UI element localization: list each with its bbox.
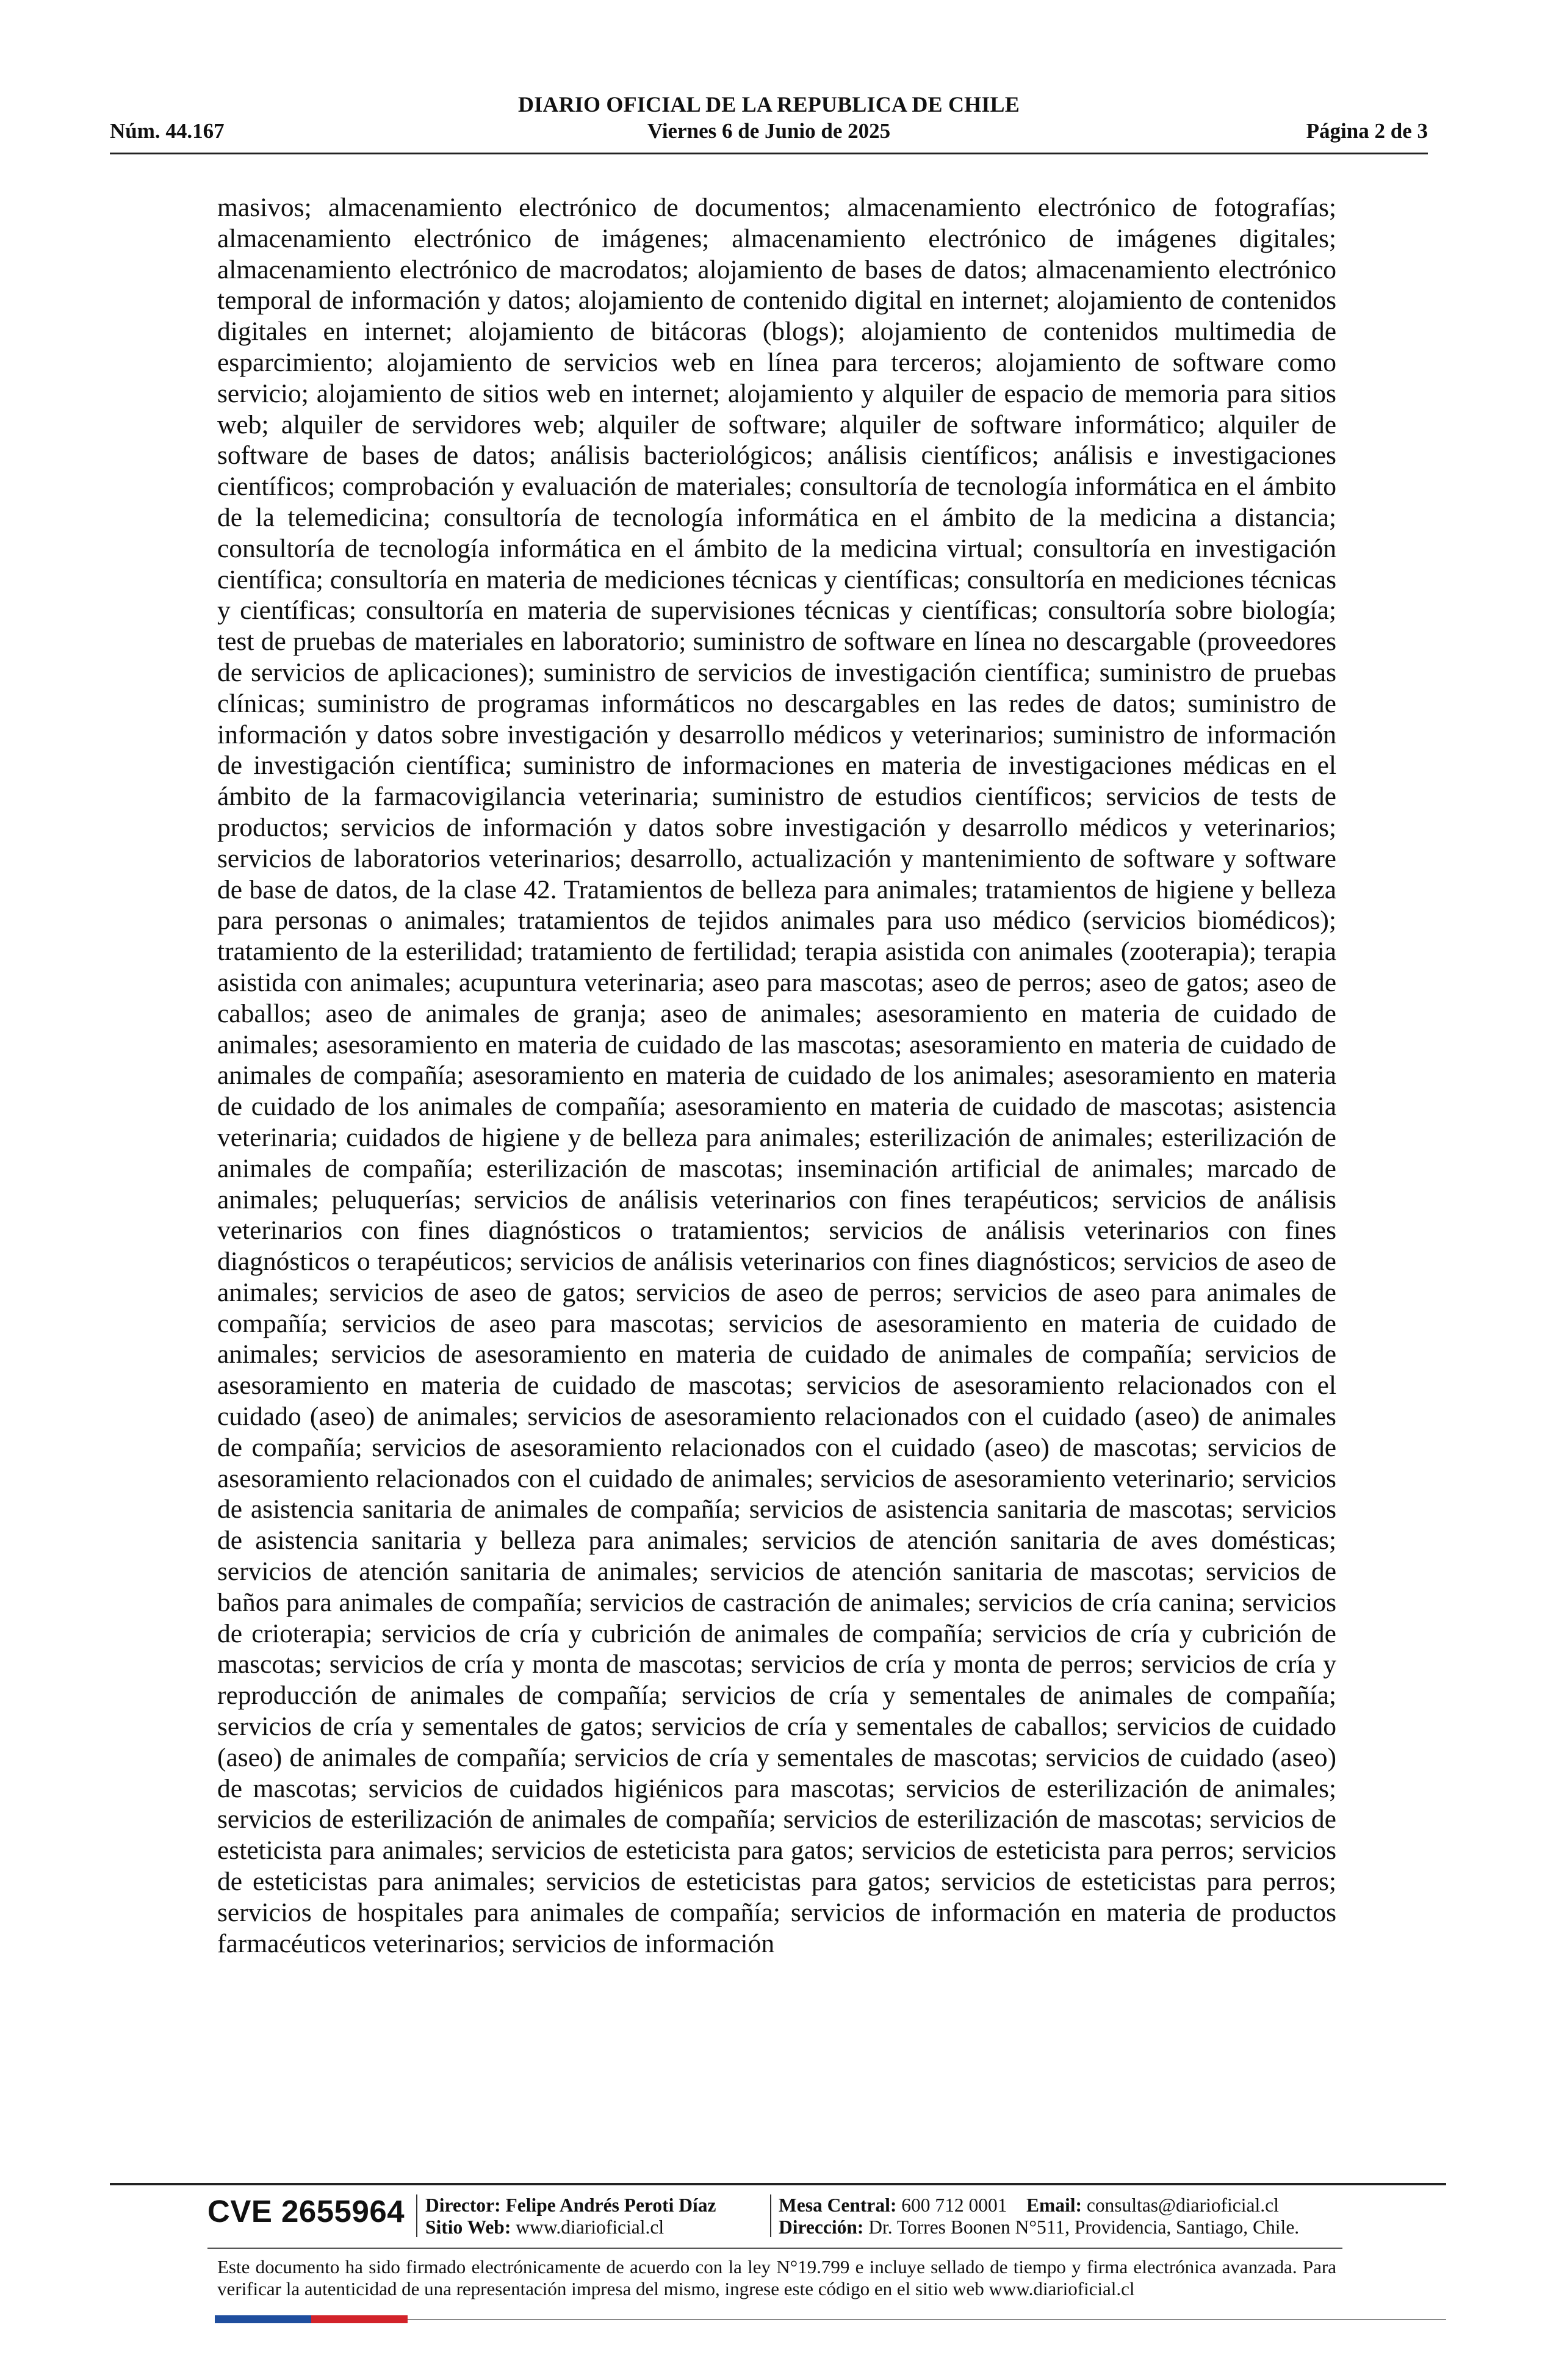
flag-red-segment [311,2315,408,2323]
issue-date: Viernes 6 de Junio de 2025 [647,119,891,143]
footer-divider-top [110,2183,1446,2185]
footer-separator [416,2194,417,2237]
header-meta-row [110,119,1428,146]
website-link[interactable]: www.diarioficial.cl [516,2216,665,2238]
email-link[interactable]: consultas@diarioficial.cl [1086,2194,1279,2216]
website-label: Sitio Web: [425,2216,511,2238]
body-paragraph: masivos; almacenamiento electrónico de documentos; almacenamiento electrónico de fotografías; almacenamiento electrónico de imágenes; almacenamiento electrónico de imágenes digitales; almacenamiento electrónico de macrodatos; alojamiento de bases de datos; almacenamiento electrónico temporal de información y datos; alojamiento de contenido digital en internet; alojamiento de contenidos digitales en internet; alojamiento de bitácoras (blogs); alojamiento de contenidos multimedia de esparcimiento; alojamiento de servicios web en línea para terceros; alojamiento de software como servicio; alojamiento de sitios web en internet; alojamiento y alquiler de espacio de memoria para sitios web; alquiler de servidores web; alquiler de software; alquiler de software informático; alquiler de software de bases de datos; análisis bacteriológicos; análisis científicos; análisis e investigaciones científicos; comprobación y evaluación de materiales; consultoría de tecnología informática en el ámbito de la telemedicina; consultoría de tecnología informática en el ámbito de la medicina a distancia; consultoría de tecnología informática en el ámbito de la medicina virtual; consultoría en investigación científica; consultoría en materia de mediciones técnicas y científicas; consultoría en mediciones técnicas y científicas; consultoría en materia de supervisiones técnicas y científicas; consultoría sobre biología; test de pruebas de materiales en laboratorio; suministro de software en línea no descargable (proveedores de servicios de aplicaciones); suministro de servicios de investigación científica; suministro de pruebas clínicas; suministro de programas informáticos no descargables en las redes de datos; suministro de información y datos sobre investigación y desarrollo médicos y veterinarios; suministro de información de investigación científica; suministro de informaciones en materia de investigaciones médicas en el ámbito de la farmacovigilancia veterinaria; suministro de estudios científicos; servicios de tests de productos; servicios de información y datos sobre investigación y desarrollo médicos y veterinarios; servicios de laboratorios veterinarios; desarrollo, actualización y mantenimiento de software y software de base de datos, de la clase 42. Tratamientos de belleza para animales; tratamientos de higiene y belleza para personas o animales; tratamientos de tejidos animales para uso médico (servicios biomédicos); tratamiento de la esterilidad; tratamiento de fertilidad; terapia asistida con animales (zooterapia); terapia asistida con animales; acupuntura veterinaria; aseo para mascotas; aseo de perros; aseo de gatos; aseo de caballos; aseo de animales de granja; aseo de animales; asesoramiento en materia de cuidado de animales; asesoramiento en materia de cuidado de las mascotas; asesoramiento en materia de cuidado de animales de compañía; asesoramiento en materia de cuidado de los animales; asesoramiento en materia de cuidado de los animales de compañía; asesoramiento en materia de cuidado de mascotas; asistencia veterinaria; cuidados de higiene y de belleza para animales; esterilización de animales; esterilización de animales de compañía; esterilización de mascotas; inseminación artificial de animales; marcado de animales; peluquerías; servicios de análisis veterinarios con fines terapéuticos; servicios de análisis veterinarios con fines diagnósticos o tratamientos; servicios de análisis veterinarios con fines diagnósticos o terapéuticos; servicios de análisis veterinarios con fines diagnósticos; servicios de aseo de animales; servicios de aseo de gatos; servicios de aseo de perros; servicios de aseo para animales de compañía; servicios de aseo para mascotas; servicios de asesoramiento en materia de cuidado de animales; servicios de asesoramiento en materia de cuidado de animales de compañía; servicios de asesoramiento en materia de cuidado de mascotas; servicios de asesoramiento relacionados con el cuidado (aseo) de animales; servicios de asesoramiento relacionados con el cuidado (aseo) de animales de compañía; servicios de asesoramiento relacionados con el cuidado (aseo) de mascotas; servicios de asesoramiento relacionados con el cuidado de animales; servicios de asesoramiento veterinario; servicios de asistencia sanitaria de animales de compañía; servicios de asistencia sanitaria de mascotas; servicios de asistencia sanitaria y belleza para animales; servicios de atención sanitaria de aves domésticas; servicios de atención sanitaria de animales; servicios de atención sanitaria de mascotas; servicios de baños para animales de compañía; servicios de castración de animales; servicios de cría canina; servicios de crioterapia; servicios de cría y cubrición de animales de compañía; servicios de cría y cubrición de mascotas; servicios de cría y monta de mascotas; servicios de cría y monta de perros; servicios de cría y reproducción de animales de compañía; servicios de cría y sementales de animales de compañía; servicios de cría y sementales de gatos; servicios de cría y sementales de caballos; servicios de cuidado (aseo) de animales de compañía; servicios de cría y sementales de mascotas; servicios de cuidado (aseo) de mascotas; servicios de cuidados higiénicos para mascotas; servicios de esterilización de animales; servicios de esterilización de animales de compañía; servicios de esterilización de mascotas; servicios de esteticista para animales; servicios de esteticista para gatos; servicios de esteticista para perros; servicios de esteticistas para animales; servicios de esteticistas para gatos; servicios de esteticistas para perros; servicios de hospitales para animales de compañía; servicios de información en materia de productos farmacéuticos veterinarios; servicios de información [217,193,1336,1958]
footer-divider-mid [207,2248,1342,2249]
director-label: Director: [425,2194,501,2216]
phone-label: Mesa Central: [779,2194,897,2216]
header-divider [110,153,1428,154]
address-label: Dirección: [779,2216,864,2238]
footer-contact-block [779,2194,1299,2238]
publication-title: DIARIO OFICIAL DE LA REPUBLICA DE CHILE [518,92,1020,117]
legal-notice: Este documento ha sido firmado electrónicamente de acuerdo con la ley N°19.799 e incluye sellado de tiempo y firma electrónica avanzada. Para verificar la autenticidad de una representación impresa del mismo, ingrese este código en el sitio web www.diarioficial.cl [217,2256,1336,2299]
flag-blue-segment [215,2315,311,2323]
page-header [110,92,1428,159]
footer-divider-bottom [408,2319,1446,2320]
footer-separator [770,2194,771,2237]
flag-stripe [215,2315,408,2323]
director-name: Felipe Andrés Peroti Díaz [505,2194,716,2216]
issue-number: Núm. 44.167 [110,119,225,143]
footer-director-block [425,2194,716,2238]
phone-number: 600 712 0001 [901,2194,1007,2216]
cve-code: CVE 2655964 [207,2194,405,2229]
address-text: Dr. Torres Boonen N°511, Providencia, Santiago, Chile. [868,2216,1300,2238]
email-label: Email: [1026,2194,1082,2216]
page-number: Página 2 de 3 [1306,119,1428,143]
